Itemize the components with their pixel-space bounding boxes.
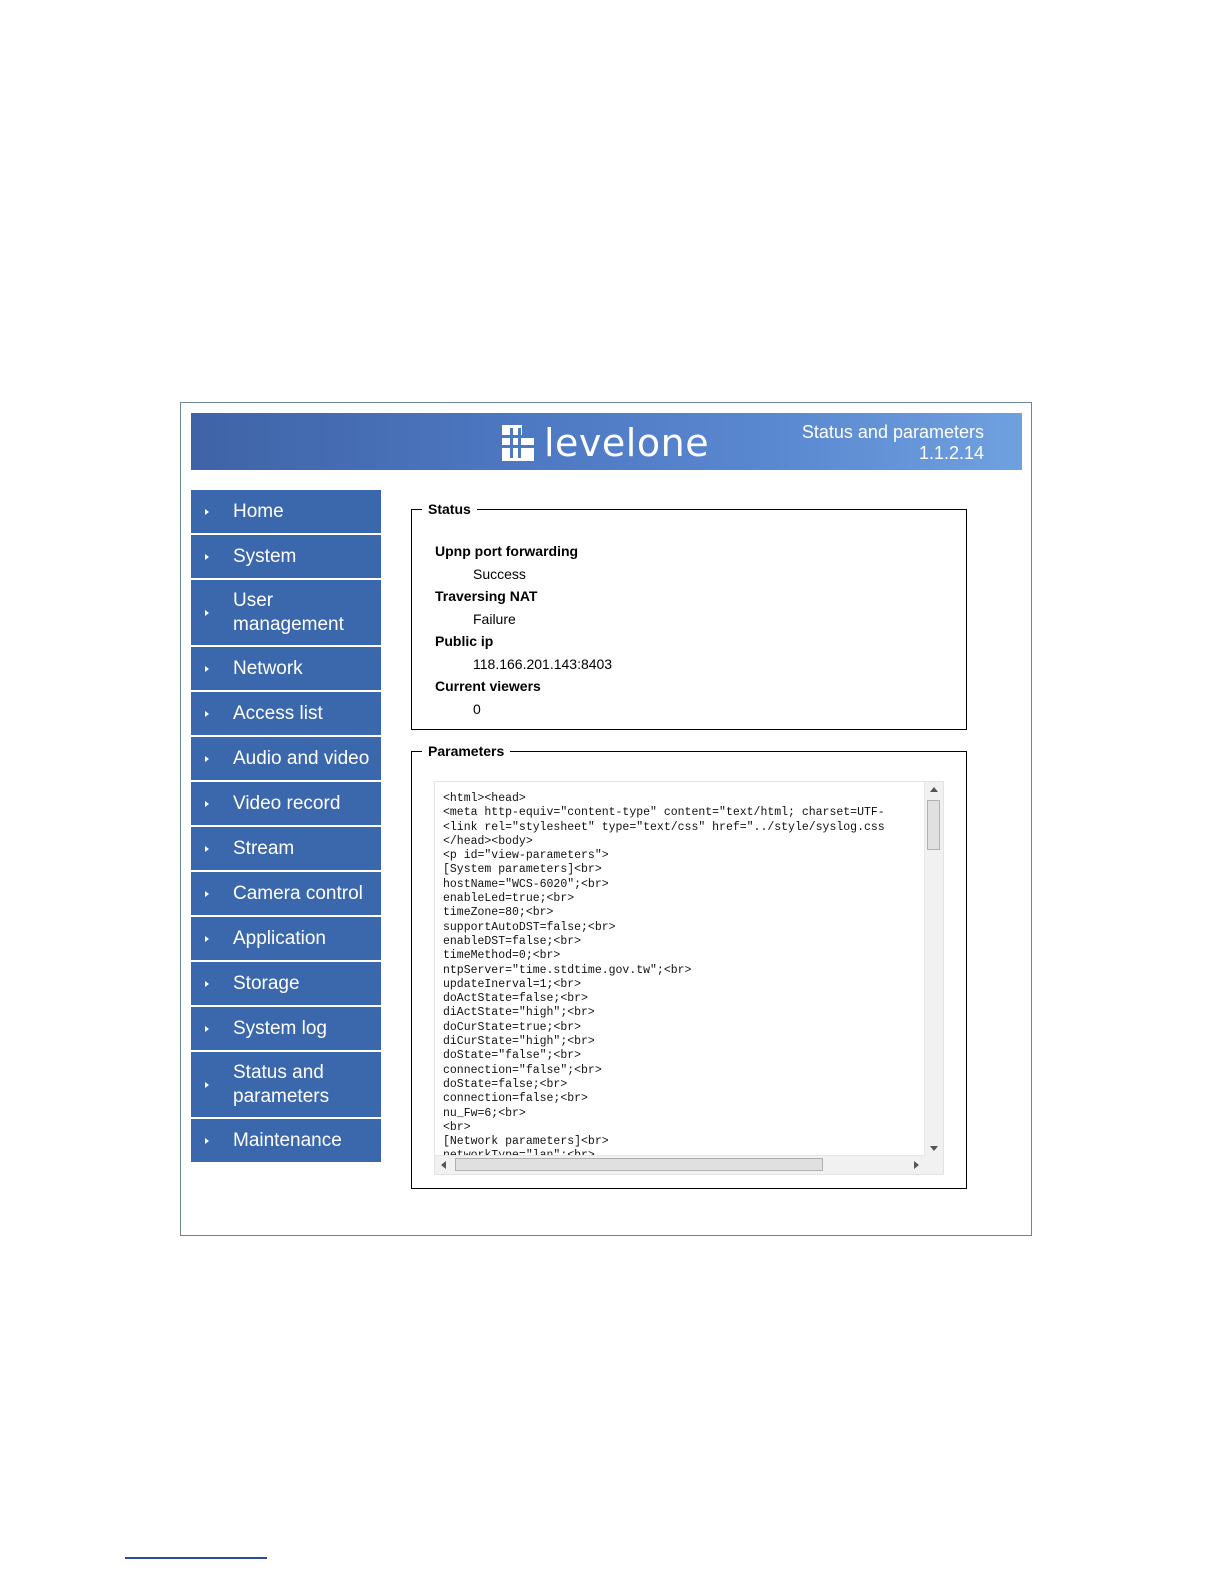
sidebar-item-label: Network	[233, 657, 303, 679]
scroll-left-icon[interactable]	[441, 1161, 446, 1169]
parameters-textarea[interactable]	[434, 781, 944, 1175]
sidebar-item-label: Home	[233, 500, 284, 522]
sidebar-item-label: Camera control	[233, 882, 363, 904]
arrow-right-icon	[205, 756, 209, 762]
logo-text: levelone	[544, 421, 710, 465]
sidebar-item-label: System log	[233, 1017, 327, 1039]
arrow-right-icon	[205, 1026, 209, 1032]
sidebar-item-label: Video record	[233, 792, 341, 814]
nat-label: Traversing NAT	[435, 588, 538, 604]
firmware-version: 1.1.2.14	[918, 443, 984, 463]
brand-logo	[502, 423, 709, 463]
horizontal-scrollbar[interactable]	[435, 1155, 925, 1174]
sidebar-item-label: Status and parameters	[233, 1061, 330, 1107]
page-title-text: Status and parameters	[801, 422, 984, 442]
page-title	[802, 422, 984, 464]
parameter-line: <link rel="stylesheet" type="text/css" href="../style/syslog.css	[443, 820, 885, 834]
parameter-line: nu_Fw=6;<br>	[443, 1106, 526, 1120]
parameters-legend: Parameters	[428, 743, 505, 759]
sidebar-item-label: Audio and video	[233, 747, 370, 769]
sidebar-item-label: Access list	[233, 702, 323, 724]
parameter-line: <br>	[443, 1120, 471, 1134]
parameter-line: hostName="WCS-6020";<br>	[443, 877, 609, 891]
parameter-line: enableLed=true;<br>	[443, 892, 575, 906]
parameter-line: doActState=false;<br>	[443, 992, 588, 1006]
upnp-label: Upnp port forwarding	[435, 543, 579, 559]
sidebar-item-audio-and-video[interactable]	[191, 737, 381, 782]
arrow-right-icon	[205, 846, 209, 852]
public-ip-label: Public ip	[435, 633, 494, 649]
sidebar-item-label: Application	[233, 927, 326, 949]
app-frame	[180, 402, 1032, 1236]
arrow-right-icon	[205, 801, 209, 807]
status-panel	[411, 501, 967, 730]
arrow-right-icon	[205, 554, 209, 560]
parameter-line: supportAutoDST=false;<br>	[443, 920, 616, 934]
parameter-line: <html><head>	[443, 792, 526, 805]
sidebar-item-label: Maintenance	[233, 1129, 342, 1151]
sidebar-item-maintenance[interactable]	[191, 1119, 381, 1164]
vertical-scrollbar[interactable]	[924, 782, 943, 1156]
nat-value: Failure	[473, 611, 516, 627]
sidebar-item-access-list[interactable]	[191, 692, 381, 737]
footer-rule	[125, 1557, 267, 1559]
arrow-right-icon	[205, 981, 209, 987]
parameter-line: updateInerval=1;<br>	[443, 977, 582, 991]
sidebar-item-network[interactable]	[191, 647, 381, 692]
parameter-line: [Network parameters]<br>	[443, 1135, 609, 1149]
arrow-right-icon	[205, 610, 209, 616]
arrow-right-icon	[205, 1138, 209, 1144]
parameter-line: doState="false";<br>	[443, 1049, 582, 1063]
parameter-line: [System parameters]<br>	[443, 863, 602, 877]
sidebar-item-label: Stream	[233, 837, 295, 859]
sidebar-item-label: User management	[233, 589, 344, 635]
parameter-line: </head><body>	[443, 834, 533, 848]
sidebar-item-stream[interactable]	[191, 827, 381, 872]
status-list	[435, 541, 612, 721]
public-ip-value: 118.166.201.143:8403	[473, 656, 613, 672]
sidebar-item-label: System	[233, 545, 297, 567]
arrow-right-icon	[205, 509, 209, 515]
viewers-label: Current viewers	[435, 678, 541, 694]
upnp-value: Success	[473, 566, 526, 582]
sidebar-item-user-management[interactable]	[191, 580, 381, 647]
parameter-line: doState=false;<br>	[443, 1077, 568, 1091]
arrow-right-icon	[205, 891, 209, 897]
scroll-right-icon[interactable]	[914, 1161, 919, 1169]
status-legend: Status	[428, 501, 471, 517]
parameter-line: connection="false";<br>	[443, 1063, 602, 1077]
parameter-line: ntpServer="time.stdtime.gov.tw";<br>	[443, 963, 692, 977]
sidebar-item-storage[interactable]	[191, 962, 381, 1007]
sidebar-item-system[interactable]	[191, 535, 381, 580]
vertical-scroll-thumb[interactable]	[927, 800, 940, 850]
arrow-right-icon	[205, 711, 209, 717]
parameters-panel	[411, 743, 967, 1189]
parameter-line: diCurState="high";<br>	[443, 1035, 595, 1049]
horizontal-scroll-thumb[interactable]	[455, 1158, 823, 1171]
header-banner	[191, 413, 1022, 470]
parameter-line: timeZone=80;<br>	[443, 906, 554, 920]
parameter-line: timeMethod=0;<br>	[443, 949, 561, 963]
arrow-right-icon	[205, 1082, 209, 1088]
sidebar-item-video-record[interactable]	[191, 782, 381, 827]
sidebar-nav	[191, 490, 381, 1164]
parameter-line: connection=false;<br>	[443, 1092, 588, 1106]
scroll-up-icon[interactable]	[930, 787, 938, 792]
parameter-line: <p id="view-parameters">	[443, 849, 609, 863]
scrollbar-corner	[925, 1156, 943, 1174]
levelone-logo-icon	[502, 425, 534, 461]
sidebar-item-camera-control[interactable]	[191, 872, 381, 917]
sidebar-item-application[interactable]	[191, 917, 381, 962]
viewers-value: 0	[473, 701, 481, 717]
parameter-line: <meta http-equiv="content-type" content="text/html; charset=UTF-	[443, 806, 885, 820]
parameter-line: enableDST=false;<br>	[443, 934, 582, 948]
arrow-right-icon	[205, 666, 209, 672]
arrow-right-icon	[205, 936, 209, 942]
sidebar-item-status-and-parameters[interactable]	[191, 1052, 381, 1119]
sidebar-item-home[interactable]	[191, 490, 381, 535]
sidebar-item-system-log[interactable]	[191, 1007, 381, 1052]
parameters-code	[443, 792, 925, 1154]
parameter-line: diActState="high";<br>	[443, 1006, 595, 1020]
parameter-line: doCurState=true;<br>	[443, 1020, 582, 1034]
sidebar-item-label: Storage	[233, 972, 300, 994]
scroll-down-icon[interactable]	[930, 1146, 938, 1151]
